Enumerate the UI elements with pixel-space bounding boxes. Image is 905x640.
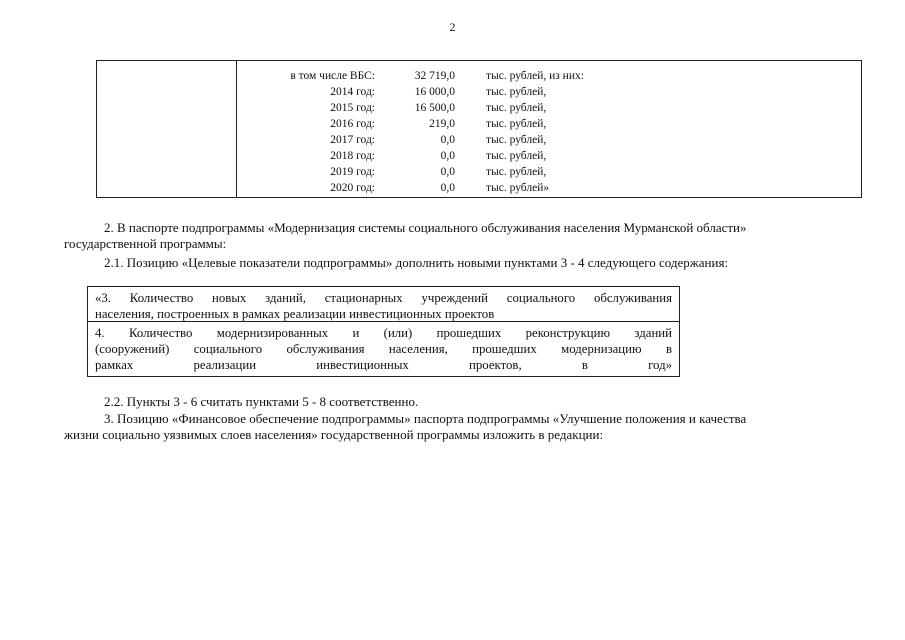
budget-table — [96, 60, 862, 198]
budget-row-label: 2015 год: — [330, 102, 375, 114]
budget-row-value: 0,0 — [440, 166, 455, 178]
budget-row-label: 2014 год: — [330, 86, 375, 98]
budget-row-value: 0,0 — [440, 182, 455, 194]
budget-row-label: 2019 год: — [330, 166, 375, 178]
page-number: 2 — [449, 20, 456, 34]
paragraph-3-line2: жизни социально уязвимых слоев населения» государственной программы изложить в редакции: — [64, 427, 604, 442]
budget-row-value: 16 500,0 — [414, 102, 455, 114]
budget-row — [237, 84, 584, 100]
budget-row — [237, 116, 584, 132]
indicator-4-line1: 4. Количество модернизированных и (или) прошедших реконструкцию зданий — [95, 326, 672, 340]
budget-row-unit: тыс. рублей» — [486, 182, 550, 194]
budget-row-value: 0,0 — [440, 150, 455, 162]
budget-row — [237, 164, 584, 180]
indicator-3-line1: «3. Количество новых зданий, стационарных учреждений социального обслуживания — [95, 291, 672, 305]
paragraph-3-line1: 3. Позицию «Финансовое обеспечение подпрограммы» паспорта подпрограммы «Улучшение положения и качества — [104, 411, 747, 426]
budget-row-unit: тыс. рублей, — [486, 86, 547, 98]
paragraph-2-line1: 2. В паспорте подпрограммы «Модернизация системы социального обслуживания населения Мурманской области» — [104, 220, 747, 235]
paragraph-2-1: 2.1. Позицию «Целевые показатели подпрограммы» дополнить новыми пунктами 3 - 4 следующего содержания: — [104, 255, 729, 270]
budget-row — [237, 180, 584, 196]
budget-rows — [237, 68, 584, 196]
budget-row — [237, 100, 584, 116]
indicator-4-line3: рамках реализации инвестиционных проектов, в год» — [95, 358, 672, 372]
budget-row-unit: тыс. рублей, — [486, 150, 547, 162]
paragraph-2-2: 2.2. Пункты 3 - 6 считать пунктами 5 - 8 соответственно. — [104, 394, 419, 409]
budget-row-label: 2016 год: — [330, 118, 375, 130]
indicator-item-3 — [88, 287, 679, 322]
budget-row — [237, 132, 584, 148]
budget-row-value: 16 000,0 — [414, 86, 455, 98]
paragraph-2-line2: государственной программы: — [64, 236, 227, 251]
budget-row — [237, 68, 584, 84]
budget-row-unit: тыс. рублей, — [486, 118, 547, 130]
budget-row-unit: тыс. рублей, — [486, 166, 547, 178]
budget-row-unit: тыс. рублей, из них: — [486, 70, 584, 82]
indicator-item-4 — [88, 322, 679, 373]
budget-row-value: 219,0 — [429, 118, 455, 130]
budget-row-value: 32 719,0 — [414, 70, 455, 82]
budget-row-label: 2018 год: — [330, 150, 375, 162]
budget-row-value: 0,0 — [440, 134, 455, 146]
budget-row-label: 2020 год: — [330, 182, 375, 194]
indicators-table — [87, 286, 680, 377]
budget-row-unit: тыс. рублей, — [486, 102, 547, 114]
budget-row-label: 2017 год: — [330, 134, 375, 146]
budget-row-label: в том числе ВБС: — [290, 70, 375, 82]
indicator-4-line2: (сооружений) социального обслуживания населения, прошедших модернизацию в — [95, 342, 672, 356]
budget-row-unit: тыс. рублей, — [486, 134, 547, 146]
indicator-3-line2: населения, построенных в рамках реализации инвестиционных проектов — [95, 307, 495, 321]
budget-row — [237, 148, 584, 164]
